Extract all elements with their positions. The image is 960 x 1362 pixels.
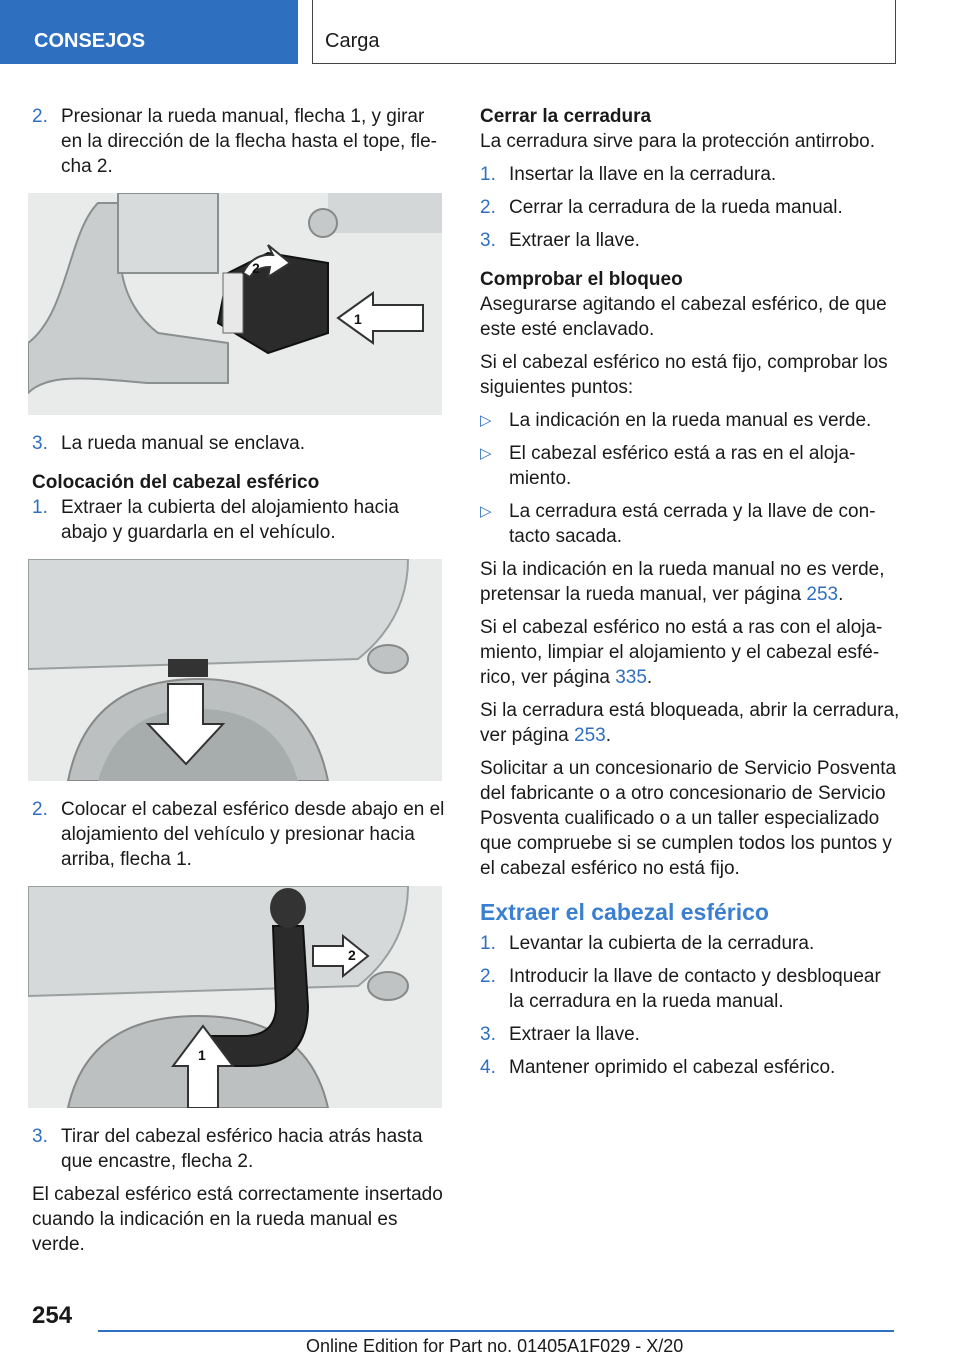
step-number: 3. xyxy=(32,433,48,454)
section-title: Extraer el cabezal esférico xyxy=(480,899,769,925)
period: . xyxy=(646,667,653,688)
step-item xyxy=(32,797,446,872)
hand-wheel-illustration xyxy=(28,193,442,415)
step-item xyxy=(32,495,446,545)
page-link[interactable]: 335 xyxy=(615,667,647,688)
paragraph-text: Si el cabezal esférico no está a ras con el aloja‐miento, limpiar el alojamiento y el cabezal esfé‐rico, ver página xyxy=(480,617,883,688)
figure-ball-insert xyxy=(28,886,442,1108)
footer-edition: Online Edition for Part no. 01405A1F029 - X/20 xyxy=(306,1336,684,1356)
left-column xyxy=(32,104,446,1265)
step-number: 4. xyxy=(480,1057,496,1078)
step-number: 2. xyxy=(480,966,496,987)
chapter-title: Carga xyxy=(312,0,896,64)
step-text: Extraer la llave. xyxy=(509,1024,640,1045)
paragraph: Si el cabezal esférico no está fijo, comprobar los siguientes puntos: xyxy=(480,352,888,398)
period: . xyxy=(838,584,844,605)
page-link[interactable]: 253 xyxy=(574,725,606,746)
step-item xyxy=(32,1124,446,1174)
figure-label: 1 xyxy=(354,311,362,327)
section-tab: CONSEJOS xyxy=(0,0,298,64)
subheading: Colocación del cabezal esférico xyxy=(32,472,320,493)
step-number: 1. xyxy=(480,933,496,954)
bullet-text: La indicación en la rueda manual es verde. xyxy=(509,410,872,431)
step-text: La rueda manual se enclava. xyxy=(61,433,305,454)
step-number: 3. xyxy=(480,230,496,251)
figure-cover-removal xyxy=(28,559,442,781)
step-item xyxy=(480,195,900,220)
step-item xyxy=(480,1022,900,1047)
figure-label: 1 xyxy=(198,1047,206,1063)
step-text: Mantener oprimido el cabezal esférico. xyxy=(509,1057,836,1078)
ball-insert-illustration xyxy=(28,886,442,1108)
step-text: Levantar la cubierta de la cerradura. xyxy=(509,933,815,954)
paragraph xyxy=(480,698,900,748)
subheading: Cerrar la cerradura xyxy=(480,106,652,127)
paragraph xyxy=(480,615,900,690)
step-text: Extraer la cubierta del alojamiento hacia abajo y guardarla en el vehículo. xyxy=(61,497,399,543)
figure-hand-wheel xyxy=(28,193,442,415)
bullet-item xyxy=(480,499,900,549)
period: . xyxy=(605,725,611,746)
paragraph: Asegurarse agitando el cabezal esférico, de que este esté enclavado. xyxy=(480,294,887,340)
step-number: 1. xyxy=(480,164,496,185)
step-text: Introducir la llave de contacto y desbloquear la cerradura en la rueda manual. xyxy=(509,966,881,1012)
triangle-bullet-icon: ▷ xyxy=(480,412,492,429)
subheading: Comprobar el bloqueo xyxy=(480,269,683,290)
footer-divider xyxy=(98,1330,894,1332)
figure-label: 2 xyxy=(252,260,260,276)
paragraph: Solicitar a un concesionario de Servicio Posventa del fabricante o a otro concesionario de Servicio Posventa cualificado o a un taller especializado que compruebe si se cumplen todos los puntos y el cabezal esférico no está fijo. xyxy=(480,758,897,879)
step-item xyxy=(480,228,900,253)
page-header xyxy=(0,0,960,66)
step-number: 1. xyxy=(32,497,48,518)
bullet-text: La cerradura está cerrada y la llave de con‐tacto sacada. xyxy=(509,501,876,547)
triangle-bullet-icon: ▷ xyxy=(480,445,492,462)
paragraph-text: Si la cerradura está bloqueada, abrir la cerradura, ver página xyxy=(480,700,900,746)
step-number: 2. xyxy=(32,799,48,820)
step-text: Tirar del cabezal esférico hacia atrás hasta que encastre, flecha 2. xyxy=(61,1126,423,1172)
step-text: Presionar la rueda manual, flecha 1, y girar en la dirección de la flecha hasta el tope, fle‐cha 2. xyxy=(61,106,438,177)
step-item xyxy=(480,162,900,187)
paragraph xyxy=(480,557,900,607)
paragraph-text: Si la indicación en la rueda manual no es verde, pretensar la rueda manual, ver página xyxy=(480,559,885,605)
bullet-item xyxy=(480,441,900,491)
step-item xyxy=(480,1055,900,1080)
step-text: Cerrar la cerradura de la rueda manual. xyxy=(509,197,843,218)
step-item xyxy=(32,431,446,456)
step-number: 3. xyxy=(480,1024,496,1045)
page-number: 254 xyxy=(32,1302,73,1329)
paragraph: El cabezal esférico está correctamente insertado cuando la indicación en la rueda manual es verde. xyxy=(32,1184,443,1255)
step-item xyxy=(480,964,900,1014)
bullet-item xyxy=(480,408,900,433)
right-column xyxy=(480,104,900,1088)
figure-label: 2 xyxy=(348,947,356,963)
step-number: 3. xyxy=(32,1126,48,1147)
bullet-text: El cabezal esférico está a ras en el aloja‐miento. xyxy=(509,443,856,489)
step-number: 2. xyxy=(480,197,496,218)
paragraph: La cerradura sirve para la protección antirrobo. xyxy=(480,131,875,152)
triangle-bullet-icon: ▷ xyxy=(480,503,492,520)
page-link[interactable]: 253 xyxy=(806,584,839,605)
step-text: Insertar la llave en la cerradura. xyxy=(509,164,777,185)
step-text: Extraer la llave. xyxy=(509,230,640,251)
step-text: Colocar el cabezal esférico desde abajo en el alojamiento del vehículo y presionar hacia arriba, flecha 1. xyxy=(61,799,445,870)
cover-removal-illustration xyxy=(28,559,442,781)
step-number: 2. xyxy=(32,106,48,127)
step-item xyxy=(480,931,900,956)
step-item xyxy=(32,104,446,179)
